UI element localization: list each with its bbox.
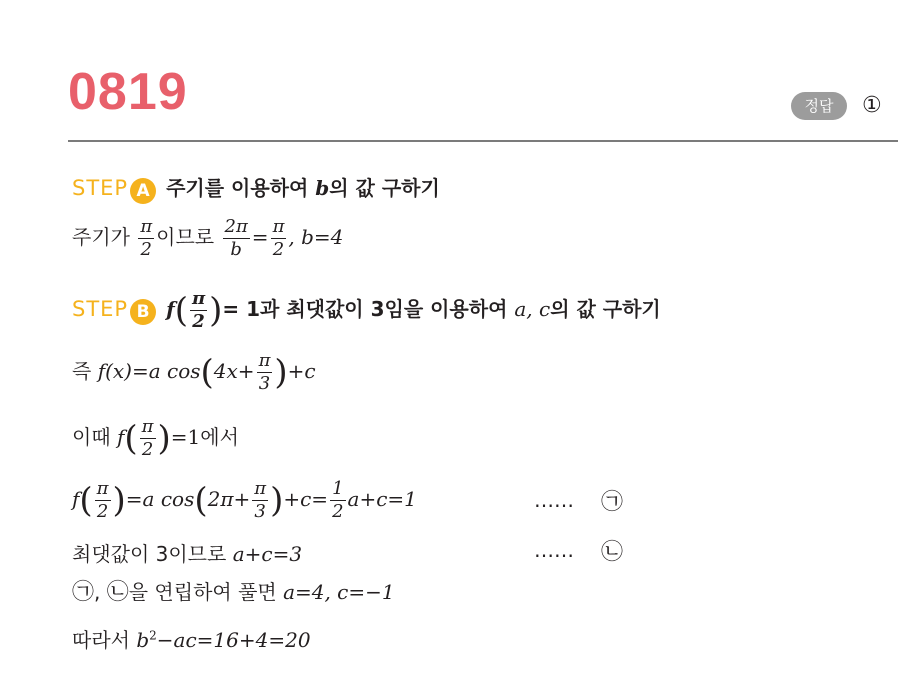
line-condition: 이때 f( $\frac{\pi}{2}$ )=1에서 [72,416,239,460]
line-solve: ㉠, ㉡을 연립하여 풀면 a=4, c=−1 [72,580,395,605]
line-period: 주기가 $\frac{\pi}{2}$ 이므로 $\frac{2\pi}{b}$ = $\frac{\pi}{2}$ , b=4 [72,216,344,260]
step-b-title: f( $\frac{\pi}{2}$ )= 1과 최댓값이 3임을 이용하여 a, c의 값 구하기 [166,288,661,332]
answer-badge: 정답 [791,92,847,120]
step-a-title: 주기를 이용하여 b의 값 구하기 [166,176,440,200]
step-b-heading [72,290,661,331]
equation-a-dots: …… [534,488,574,512]
line-result: 따라서 $b^2-ac=16+4=20$ [72,628,311,652]
step-a-heading [72,172,440,204]
equation-b-marker: ㉡ [601,540,624,565]
equation-b-dots: …… [534,538,574,562]
equation-a-marker: ㉠ [601,490,624,515]
problem-number: 0819 [68,63,188,121]
step-b-letter-icon: B [130,299,156,325]
step-b-word: STEP [72,297,129,321]
line-maximum: 최댓값이 3이므로 a+c=3 [72,542,303,566]
step-a-letter-icon: A [130,178,156,204]
header-divider [68,140,898,142]
answer-value: ① [862,93,882,118]
line-equation-a: f( $\frac{\pi}{2}$ )=a cos(2π+ $\frac{\pi}{3}$ )+c= $\frac{1}{2}$ a+c=1 [72,478,417,522]
line-function: 즉 f(x)=a cos(4x+ $\frac{\pi}{3}$ )+c [72,350,316,394]
step-a-word: STEP [72,176,129,200]
